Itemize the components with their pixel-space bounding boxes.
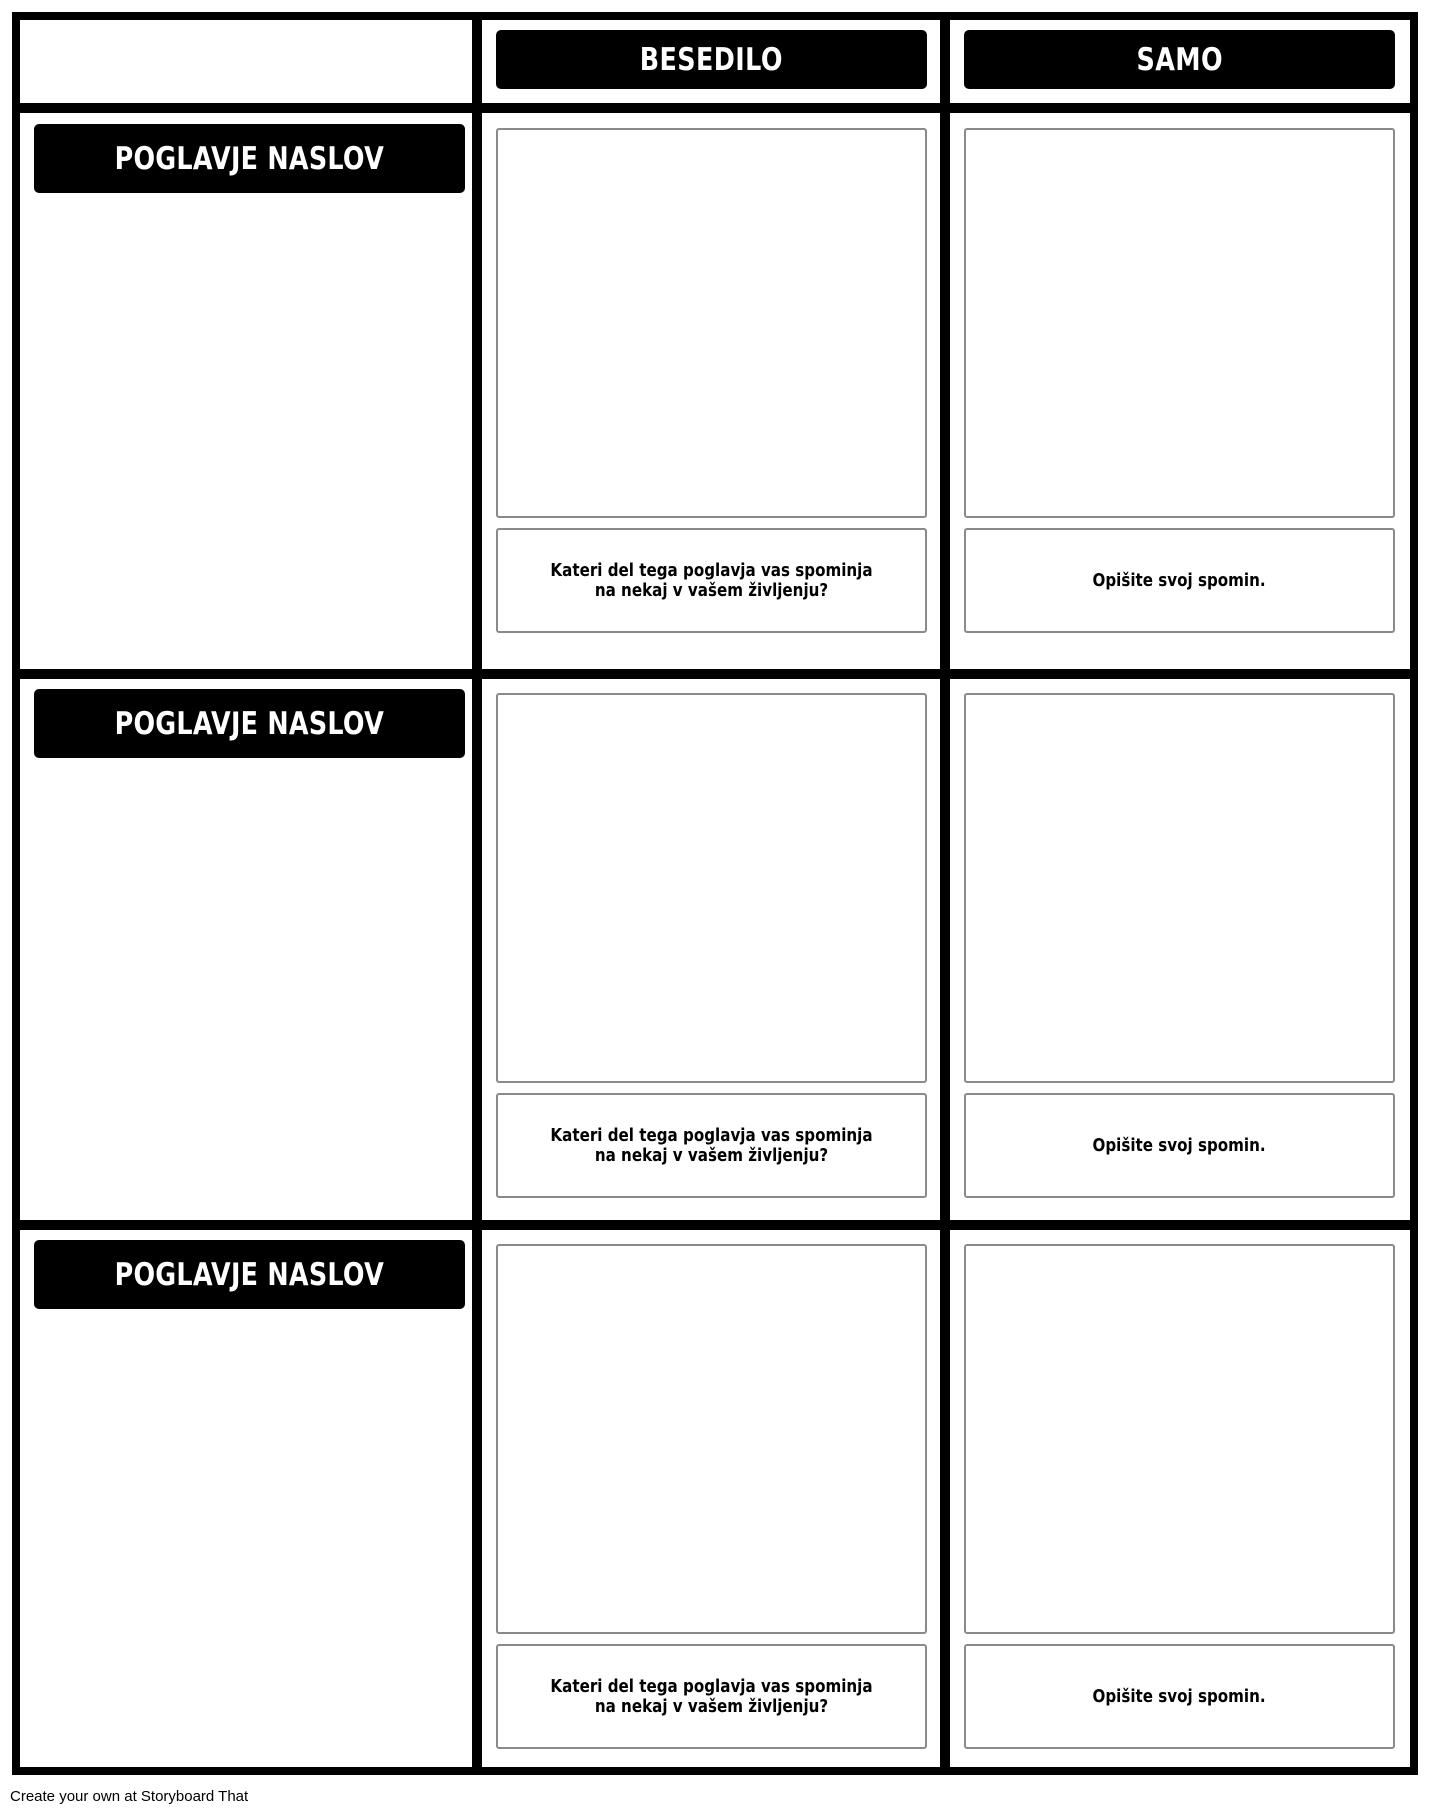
text-image-frame[interactable] [496,693,927,1083]
column-header-self: SAMO [964,30,1395,89]
text-image-frame[interactable] [496,128,927,518]
chapter-title-label[interactable]: POGLAVJE NASLOV [34,1240,465,1309]
text-caption[interactable]: Kateri del tega poglavja vas spominja na nekaj v vašem življenju? [496,1093,927,1198]
self-image-frame[interactable] [964,693,1395,1083]
text-cell [482,1230,940,1767]
self-image-frame[interactable] [964,1244,1395,1634]
text-caption[interactable]: Kateri del tega poglavja vas spominja na nekaj v vašem življenju? [496,528,927,633]
self-caption[interactable]: Opišite svoj spomin. [964,528,1395,633]
text-cell [482,113,940,669]
self-caption[interactable]: Opišite svoj spomin. [964,1093,1395,1198]
column-header-text: BESEDILO [496,30,927,89]
corner-cell [20,20,472,103]
chapter-title-label[interactable]: POGLAVJE NASLOV [34,124,465,193]
chapter-cell[interactable] [20,1230,472,1767]
self-caption[interactable]: Opišite svoj spomin. [964,1644,1395,1749]
footer-credit: Create your own at Storyboard That [10,1788,249,1805]
text-cell [482,679,940,1220]
header-cell-text [482,20,940,103]
chapter-title-label[interactable]: POGLAVJE NASLOV [34,689,465,758]
header-cell-self [950,20,1410,103]
self-cell [950,113,1410,669]
storyboard-grid [12,12,1418,1775]
chapter-cell[interactable] [20,113,472,669]
text-image-frame[interactable] [496,1244,927,1634]
text-caption[interactable]: Kateri del tega poglavja vas spominja na nekaj v vašem življenju? [496,1644,927,1749]
chapter-cell[interactable] [20,679,472,1220]
self-image-frame[interactable] [964,128,1395,518]
self-cell [950,679,1410,1220]
self-cell [950,1230,1410,1767]
